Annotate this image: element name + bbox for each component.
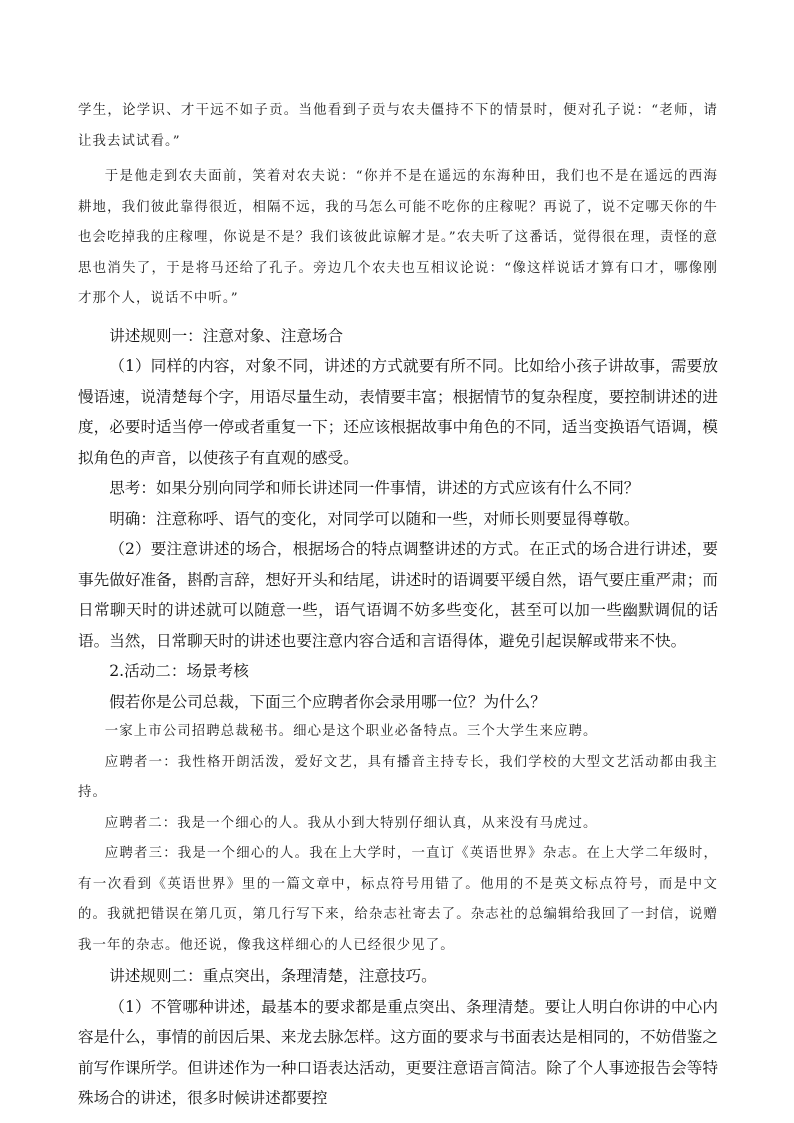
rule-1-clarify: 明确：注意称呼、语气的变化，对同学可以随和一些，对师长则要显得尊敬。: [109, 509, 640, 528]
story-paragraph-2: 于是他走到农夫面前，笑着对农夫说：“你并不是在遥远的东海种田，我们也不是在遥远的西海耕地，我们彼此靠得很近，相隔不远，我的马怎么可能不吃你的庄稼呢？再说了，说不定哪天你的牛也会吃掉我的庄稼哩，你说是不是？我们该彼此谅解才是。”农夫听了这番话，觉得很在理，责怪的意思也消失了，于是将马还给了孔子。旁边几个农夫也互相议论说：“像这样说话才算有口才，哪像刚才那个人，说话不中听。”: [78, 169, 718, 306]
document-body: [78, 96, 718, 1114]
rule-1-think-question: 思考：如果分别向同学和师长讲述同一件事情，讲述的方式应该有什么不同？: [109, 479, 640, 497]
activity-2-heading: 2.活动二：场景考核: [109, 662, 249, 680]
activity-2-question: 假若你是公司总裁，下面三个应聘者你会录用哪一位？为什么？: [109, 692, 546, 711]
rule-2-point-1: （1）不管哪种讲述，最基本的要求都是重点突出、条理清楚。要让人明白你讲的中心内容是什么，事情的前因后果、来龙去脉怎样。这方面的要求与书面表达是相同的，不妨借鉴之前写作课所学。但讲述作为一种口语表达活动，更要注意语言简洁。除了个人事迹报告会等特殊场合的讲述，很多时候讲述都要控: [78, 997, 718, 1107]
rule-1-point-2: （2）要注意讲述的场合，根据场合的特点调整讲述的方式。在正式的场合进行讲述，要事先做好准备，斟酌言辞，想好开头和结尾，讲述时的语调要平缓自然，语气要庄重严肃；而日常聊天时的讲述就可以随意一些，语气语调不妨多些变化，甚至可以加一些幽默调侃的话语。当然，日常聊天时的讲述也要注意内容合适和言语得体，避免引起误解或带来不快。: [78, 540, 718, 650]
applicant-2: 应聘者二：我是一个细心的人。我从小到大特别仔细认真，从来没有马虎过。: [104, 815, 598, 831]
rule-1-point-1: （1）同样的内容，对象不同，讲述的方式就要有所不同。比如给小孩子讲故事，需要放慢语速，说清楚每个字，用语尽量生动，表情要丰富；根据情节的复杂程度，要控制讲述的进度，必要时适当停一停或者重复一下；还应该根据故事中角色的不同，适当变换语气语调，模拟角色的声音，以使孩子有直观的感受。: [78, 357, 718, 467]
applicant-1: 应聘者一：我性格开朗活泼，爱好文艺，具有播音主持专长，我们学校的大型文艺活动都由我主持。: [78, 754, 718, 800]
story-paragraph-1-cont: 学生，论学识、才干远不如子贡。当他看到子贡与农夫僵持不下的情景时，便对孔子说：“老师，请让我去试试看。”: [78, 103, 718, 149]
rule-1-heading: 讲述规则一：注意对象、注意场合: [109, 326, 344, 345]
rule-2-heading: 讲述规则二：重点突出，条理清楚，注意技巧。: [109, 967, 437, 985]
applicant-3: 应聘者三：我是一个细心的人。我在上大学时，一直订《英语世界》杂志。在上大学二年级时，有一次看到《英语世界》里的一篇文章中，标点符号用错了。他用的不是英文标点符号，而是中文的。我就把错误在第几页，第几行写下来，给杂志社寄去了。杂志社的总编辑给我回了一封信，说赠我一年的杂志。他还说，像我这样细心的人已经很少见了。: [78, 846, 718, 953]
activity-2-scenario: 一家上市公司招聘总裁秘书。细心是这个职业必备特点。三个大学生来应聘。: [104, 724, 598, 739]
